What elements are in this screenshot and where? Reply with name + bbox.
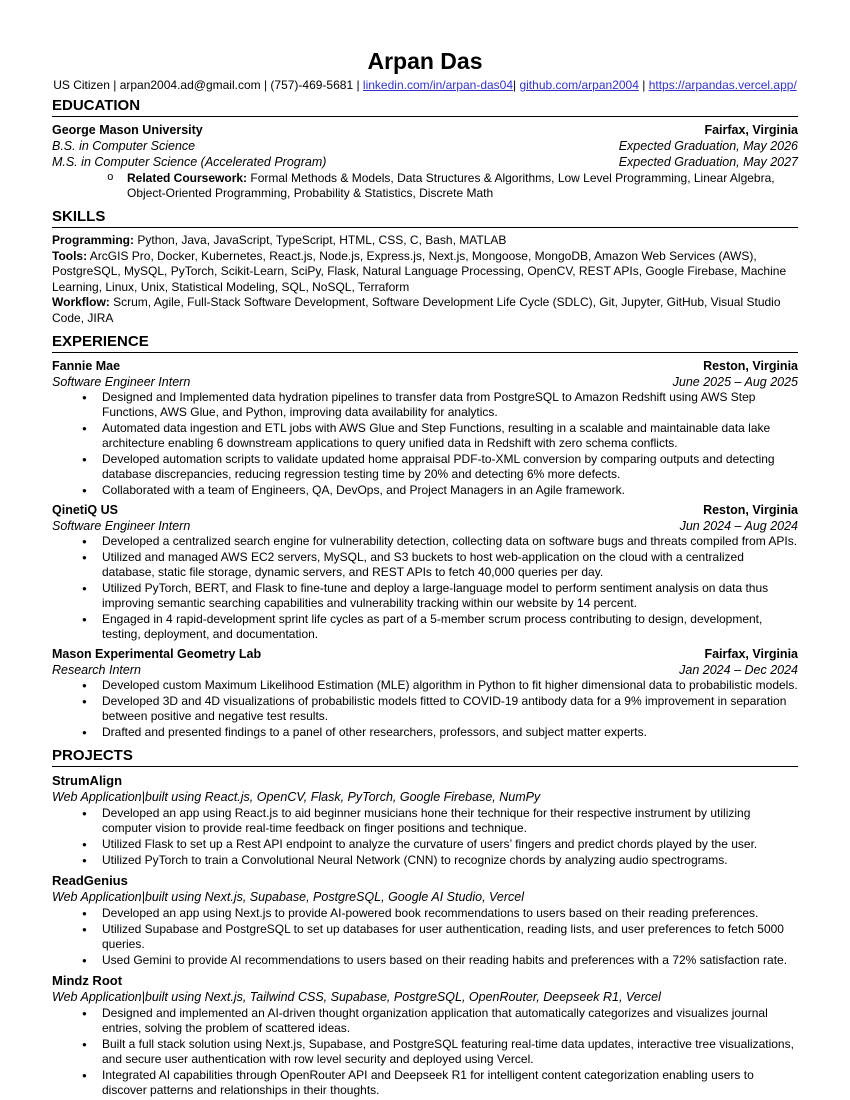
circle-bullet-marker: o	[107, 172, 114, 184]
coursework-item	[52, 171, 798, 201]
contact-text: US Citizen | arpan2004.ad@gmail.com | (757)-469-5681 |	[53, 78, 363, 92]
project-name: ReadGenius	[52, 873, 128, 888]
school-location: Fairfax, Virginia	[704, 123, 798, 137]
project-name: StrumAlign	[52, 773, 123, 788]
job-bullet: ● Developed 3D and 4D visualizations of probabilistic models fitted to COVID-19 antibody data for a 9% improvement in separation between positive and negative test results.	[82, 694, 787, 723]
contact-line	[52, 78, 798, 93]
section-heading-education: EDUCATION	[52, 97, 798, 117]
skills-row-programming: Programming: Python, Java, JavaScript, TypeScript, HTML, CSS, C, Bash, MATLAB	[52, 233, 507, 247]
project-bullet: ● Built a full stack solution using Next.js, Supabase, and PostgreSQL featuring real-time data updates, interactive tree visualizations, and secure user authentication with row level security and deployed using Vercel.	[82, 1037, 794, 1066]
section-skills	[52, 208, 798, 326]
bullet-marker: ●	[82, 615, 87, 624]
job-title: Research Intern	[52, 663, 141, 677]
job-bullet: ● Developed automation scripts to validate updated home appraisal PDF-to-XML conversion by comparing outputs and detecting database discrepancies, reducing regression testing time by 20% and detecting 6% more defects.	[82, 452, 775, 481]
github-link[interactable]: github.com/arpan2004	[519, 78, 639, 92]
job-qinetiq	[52, 502, 798, 642]
project-bullet: ● Utilized Flask to set up a Rest API endpoint to analyze the curvature of users’ fingers and predict chords played by the user.	[82, 837, 758, 851]
job-fannie-mae	[52, 358, 798, 498]
job-dates: Jun 2024 – Aug 2024	[679, 519, 798, 533]
bullet-marker: ●	[82, 909, 87, 918]
job-title: Software Engineer Intern	[52, 375, 191, 389]
project-readgenius	[52, 872, 798, 968]
project-bullet: ● Developed an app using Next.js to provide AI-powered book recommendations to users based on their reading preferences.	[82, 906, 759, 920]
degree-date: Expected Graduation, May 2026	[618, 139, 798, 153]
school-name: George Mason University	[52, 123, 203, 137]
section-experience	[52, 333, 798, 740]
bullet-marker: ●	[82, 537, 87, 546]
degree-date: Expected Graduation, May 2027	[618, 155, 798, 169]
company-name: Mason Experimental Geometry Lab	[52, 647, 262, 661]
section-heading-projects: PROJECTS	[52, 747, 798, 767]
job-bullet: ● Drafted and presented findings to a panel of other researchers, professors, and subject matter experts.	[82, 725, 647, 739]
project-bullet: ● Used Gemini to provide AI recommendations to users based on their reading habits and preferences with a 72% satisfaction rate.	[82, 953, 788, 967]
project-bullet: ● Developed an app using React.js to aid beginner musicians hone their technique for their respective instrument by utilizing computer vision to provide real-time feedback on finger positions and technique.	[82, 806, 751, 835]
project-bullet: ● Designed and implemented an AI-driven thought organization application that automatically categorizes and visualizes journal entries, solving the problem of scattered ideas.	[82, 1006, 768, 1035]
project-subtitle: Web Application|built using Next.js, Supabase, PostgreSQL, Google AI Studio, Vercel	[52, 890, 525, 904]
project-bullet: ● Integrated AI capabilities through OpenRouter API and Deepseek R1 for intelligent content categorization enabling users to discover patterns and relationships in their thoughts.	[82, 1068, 754, 1097]
bullet-marker: ●	[82, 1071, 87, 1080]
job-dates: June 2025 – Aug 2025	[672, 375, 798, 389]
page-title: Arpan Das	[367, 48, 483, 74]
project-name: Mindz Root	[52, 973, 123, 988]
project-strumalign	[52, 772, 798, 868]
project-bullet: ● Utilized Supabase and PostgreSQL to set up databases for user authentication, reading lists, and user preferences to fetch 5000 queries.	[82, 922, 784, 951]
bullet-marker: ●	[82, 455, 87, 464]
skills-row-tools: Tools: ArcGIS Pro, Docker, Kubernetes, React.js, Node.js, Express.js, Next.js, Mongoose, MongoDB, Amazon Web Services (AWS), PostgreSQL, MySQL, PyTorch, Scikit-Learn, SciPy, Flask, Natural Language Processing, OpenCV, REST APIs, Google Firebase, Machine Learning, Linux, Unix, Statistical Modeling, SQL, NoSQL, Terraform	[52, 248, 787, 294]
job-bullet: ● Developed a centralized search engine for vulnerability detection, collecting data on software bugs and threats compiled from APIs.	[82, 534, 798, 548]
coursework-text: Related Coursework: Formal Methods & Models, Data Structures & Algorithms, Low Level Programming, Linear Algebra, Object-Oriented Programming, Probability & Statistics, Discrete Math	[127, 171, 775, 200]
company-name: QinetiQ US	[52, 503, 118, 517]
bullet-marker: ●	[82, 584, 87, 593]
bullet-marker: ●	[82, 393, 87, 402]
bullet-marker: ●	[82, 956, 87, 965]
project-subtitle: Web Application|built using Next.js, Tailwind CSS, Supabase, PostgreSQL, OpenRouter, Deepseek R1, Vercel	[52, 990, 661, 1004]
job-bullet: ● Engaged in 4 rapid-development sprint life cycles as part of a 5-member scrum process contributing to design, development, testing, deployment, and documentation.	[82, 612, 763, 641]
project-bullet: ● Utilized PyTorch to train a Convolutional Neural Network (CNN) to recognize chords by analyzing audio spectrograms.	[82, 853, 728, 867]
job-bullet: ● Utilized PyTorch, BERT, and Flask to fine-tune and deploy a large-language model to perform sentiment analysis on data thus improving semantic searching capabilities and vulnerability tracking within our website by 14 percent.	[82, 581, 769, 610]
bullet-marker: ●	[82, 840, 87, 849]
bullet-marker: ●	[82, 681, 87, 690]
bullet-marker: ●	[82, 1009, 87, 1018]
company-location: Reston, Virginia	[703, 359, 798, 373]
bullet-marker: ●	[82, 553, 87, 562]
bullet-marker: ●	[82, 486, 87, 495]
job-bullet: ● Developed custom Maximum Likelihood Estimation (MLE) algorithm in Python to fit higher dimensional data to probabilistic models.	[82, 678, 798, 692]
bullet-marker: ●	[82, 1040, 87, 1049]
job-bullet: ● Designed and Implemented data hydration pipelines to transfer data from PostgreSQL to Amazon Redshift using AWS Step Functions, AWS Glue, and Python, improving data availability for analytics.	[82, 390, 756, 419]
section-education	[52, 97, 798, 201]
job-bullet: ● Utilized and managed AWS EC2 servers, MySQL, and S3 buckets to host web-application on the cloud with a centralized database, static file storage, dynamic servers, and REST APIs to fetch 40,000 queries per day.	[82, 550, 744, 579]
skills-row-workflow: Workflow: Scrum, Agile, Full-Stack Software Development, Software Development Life Cycle (SDLC), Git, Jupyter, GitHub, Visual Studio Code, JIRA	[52, 295, 781, 325]
job-dates: Jan 2024 – Dec 2024	[679, 663, 798, 677]
bullet-marker: ●	[82, 809, 87, 818]
bullet-marker: ●	[82, 424, 87, 433]
company-location: Fairfax, Virginia	[704, 647, 798, 661]
bullet-marker: ●	[82, 697, 87, 706]
section-projects	[52, 747, 798, 1098]
company-location: Reston, Virginia	[703, 503, 798, 517]
job-bullet: ● Collaborated with a team of Engineers, QA, DevOps, and Project Managers in an Agile framework.	[82, 483, 625, 497]
degree-name: B.S. in Computer Science	[52, 139, 196, 153]
company-name: Fannie Mae	[52, 359, 121, 373]
section-heading-experience: EXPERIENCE	[52, 333, 798, 353]
section-heading-skills: SKILLS	[52, 208, 798, 228]
bullet-marker: ●	[82, 728, 87, 737]
degree-name: M.S. in Computer Science (Accelerated Program)	[52, 155, 327, 169]
contact-separator: |	[513, 78, 520, 92]
bullet-marker: ●	[82, 925, 87, 934]
job-megl	[52, 646, 798, 740]
job-title: Software Engineer Intern	[52, 519, 191, 533]
contact-separator: |	[638, 78, 649, 92]
bullet-marker: ●	[82, 856, 87, 865]
linkedin-link[interactable]: linkedin.com/in/arpan-das04	[362, 78, 514, 92]
project-mindz-root	[52, 972, 798, 1098]
job-bullet: ● Automated data ingestion and ETL jobs with AWS Glue and Step Functions, resulting in a scalable and maintainable data lake architecture enabling 6 downstream applications to query unified data in Redshift with zero schema conflicts.	[82, 421, 771, 450]
project-subtitle: Web Application|built using React.js, OpenCV, Flask, PyTorch, Google Firebase, NumPy	[52, 790, 541, 804]
portfolio-link[interactable]: https://arpandas.vercel.app/	[648, 78, 797, 92]
